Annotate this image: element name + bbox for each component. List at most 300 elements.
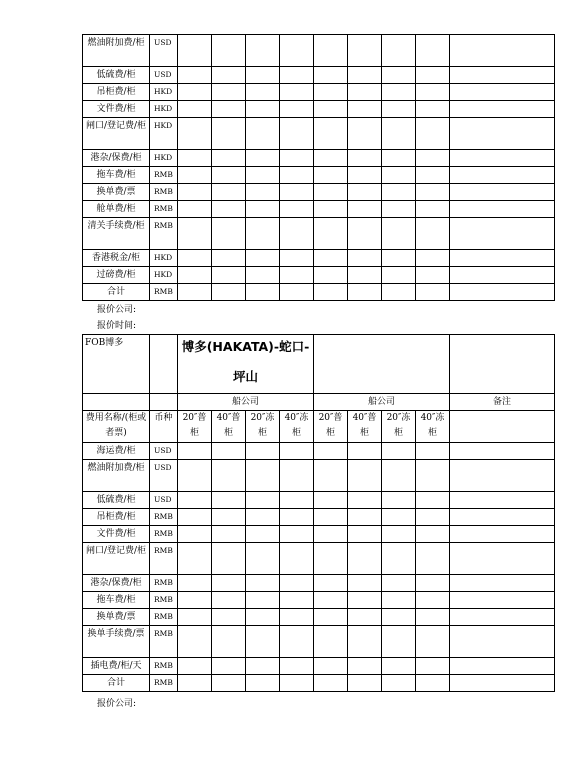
- empty-cell: [450, 335, 555, 394]
- price-cell: [246, 509, 280, 526]
- price-cell: [416, 118, 450, 150]
- price-cell: [178, 592, 212, 609]
- table-row: [83, 201, 555, 218]
- price-cell: [280, 609, 314, 626]
- price-cell: [280, 267, 314, 284]
- price-cell: [348, 150, 382, 167]
- price-cell: [212, 592, 246, 609]
- price-cell: [212, 609, 246, 626]
- fee-name-cell: 换单费/票: [83, 609, 150, 626]
- fee-name-cell: 文件费/柜: [83, 101, 150, 118]
- price-cell: [314, 167, 348, 184]
- remarks-cell: [450, 284, 555, 301]
- price-cell: [348, 67, 382, 84]
- currency-cell: RMB: [150, 284, 178, 301]
- price-cell: [212, 267, 246, 284]
- price-cell: [416, 67, 450, 84]
- price-cell: [348, 101, 382, 118]
- price-cell: [416, 218, 450, 250]
- price-cell: [314, 543, 348, 575]
- fee-name-cell: 吊柜费/柜: [83, 509, 150, 526]
- remarks-cell: [450, 218, 555, 250]
- price-cell: [382, 492, 416, 509]
- price-cell: [314, 526, 348, 543]
- currency-cell: RMB: [150, 167, 178, 184]
- fee-table-2: [82, 334, 555, 692]
- currency-cell: USD: [150, 460, 178, 492]
- currency-cell: RMB: [150, 592, 178, 609]
- table-row: [83, 675, 555, 692]
- fee-name-cell: 港杂/保费/柜: [83, 575, 150, 592]
- price-cell: [178, 443, 212, 460]
- fee-table-2-body: [83, 335, 555, 692]
- size-header: 40″普柜: [212, 411, 246, 443]
- remarks-cell: [450, 118, 555, 150]
- price-cell: [382, 84, 416, 101]
- currency-cell: RMB: [150, 675, 178, 692]
- price-cell: [246, 575, 280, 592]
- fee-name-cell: 闸口/登记费/柜: [83, 118, 150, 150]
- route-title: [178, 335, 314, 394]
- price-cell: [280, 575, 314, 592]
- currency-cell: HKD: [150, 250, 178, 267]
- remarks-cell: [450, 460, 555, 492]
- table-row: [83, 658, 555, 675]
- price-cell: [178, 460, 212, 492]
- price-cell: [314, 460, 348, 492]
- price-cell: [212, 526, 246, 543]
- price-cell: [246, 626, 280, 658]
- price-cell: [178, 575, 212, 592]
- remarks-cell: [450, 626, 555, 658]
- price-cell: [314, 626, 348, 658]
- fee-name-cell: 拖车费/柜: [83, 167, 150, 184]
- price-cell: [178, 526, 212, 543]
- currency-cell: RMB: [150, 609, 178, 626]
- price-cell: [178, 67, 212, 84]
- fee-name-cell: 换单费/票: [83, 184, 150, 201]
- price-cell: [348, 675, 382, 692]
- price-cell: [416, 492, 450, 509]
- price-cell: [178, 101, 212, 118]
- price-cell: [416, 609, 450, 626]
- price-cell: [246, 609, 280, 626]
- price-cell: [382, 626, 416, 658]
- price-cell: [314, 509, 348, 526]
- price-cell: [382, 575, 416, 592]
- fee-name-cell: 香港税金/柜: [83, 250, 150, 267]
- table-row: [83, 101, 555, 118]
- price-cell: [348, 492, 382, 509]
- price-cell: [212, 250, 246, 267]
- price-cell: [212, 118, 246, 150]
- currency-cell: HKD: [150, 84, 178, 101]
- price-cell: [382, 509, 416, 526]
- price-cell: [314, 675, 348, 692]
- price-cell: [382, 167, 416, 184]
- price-cell: [178, 118, 212, 150]
- price-cell: [314, 658, 348, 675]
- price-cell: [178, 167, 212, 184]
- price-cell: [246, 592, 280, 609]
- price-cell: [348, 118, 382, 150]
- table-row: [83, 460, 555, 492]
- price-cell: [212, 101, 246, 118]
- fee-table-1: [82, 34, 555, 301]
- fee-name-cell: 燃油附加费/柜: [83, 35, 150, 67]
- price-cell: [416, 167, 450, 184]
- price-cell: [280, 460, 314, 492]
- price-cell: [246, 526, 280, 543]
- table-row: [83, 167, 555, 184]
- price-cell: [178, 35, 212, 67]
- price-cell: [246, 35, 280, 67]
- price-cell: [178, 150, 212, 167]
- price-cell: [314, 250, 348, 267]
- fee-name-cell: 过磅费/柜: [83, 267, 150, 284]
- empty-cell: [450, 411, 555, 443]
- fee-name-cell: 海运费/柜: [83, 443, 150, 460]
- price-cell: [280, 675, 314, 692]
- price-cell: [416, 675, 450, 692]
- price-cell: [212, 675, 246, 692]
- price-cell: [314, 118, 348, 150]
- price-cell: [382, 543, 416, 575]
- carrier-2: 船公司: [314, 394, 450, 411]
- size-header: 40″冻柜: [416, 411, 450, 443]
- price-cell: [416, 509, 450, 526]
- price-cell: [178, 492, 212, 509]
- price-cell: [314, 443, 348, 460]
- price-cell: [348, 460, 382, 492]
- price-cell: [178, 184, 212, 201]
- table-row: [83, 526, 555, 543]
- size-header: 40″普柜: [348, 411, 382, 443]
- price-cell: [246, 150, 280, 167]
- price-cell: [212, 492, 246, 509]
- currency-cell: RMB: [150, 658, 178, 675]
- price-cell: [348, 592, 382, 609]
- price-cell: [246, 267, 280, 284]
- table-row: [83, 592, 555, 609]
- price-cell: [348, 35, 382, 67]
- price-cell: [348, 284, 382, 301]
- price-cell: [246, 460, 280, 492]
- price-cell: [178, 609, 212, 626]
- price-cell: [348, 543, 382, 575]
- currency-cell: USD: [150, 492, 178, 509]
- currency-cell: RMB: [150, 184, 178, 201]
- remarks-cell: [450, 592, 555, 609]
- price-cell: [382, 675, 416, 692]
- currency-cell: RMB: [150, 201, 178, 218]
- price-cell: [178, 267, 212, 284]
- price-cell: [382, 267, 416, 284]
- price-cell: [178, 284, 212, 301]
- price-cell: [246, 492, 280, 509]
- price-cell: [212, 67, 246, 84]
- price-cell: [246, 250, 280, 267]
- price-cell: [246, 118, 280, 150]
- table-row: [83, 443, 555, 460]
- remarks-cell: [450, 150, 555, 167]
- price-cell: [382, 67, 416, 84]
- price-cell: [280, 658, 314, 675]
- price-cell: [246, 67, 280, 84]
- table-row: [83, 118, 555, 150]
- price-cell: [246, 543, 280, 575]
- table-row: [83, 575, 555, 592]
- remarks-cell: [450, 67, 555, 84]
- remarks-cell: [450, 492, 555, 509]
- remarks-cell: [450, 101, 555, 118]
- remarks-cell: [450, 543, 555, 575]
- remarks-cell: [450, 609, 555, 626]
- price-cell: [212, 284, 246, 301]
- price-cell: [416, 150, 450, 167]
- fee-name-cell: 港杂/保费/柜: [83, 150, 150, 167]
- price-cell: [178, 218, 212, 250]
- empty-cell: [83, 394, 150, 411]
- fee-name-cell: 清关手续费/柜: [83, 218, 150, 250]
- price-cell: [348, 526, 382, 543]
- empty-cell: [150, 394, 178, 411]
- currency-cell: RMB: [150, 218, 178, 250]
- fob-cell: FOB博多: [83, 335, 150, 394]
- currency-cell: USD: [150, 35, 178, 67]
- price-cell: [348, 218, 382, 250]
- fee-name-cell: 闸口/登记费/柜: [83, 543, 150, 575]
- size-header: 20″普柜: [178, 411, 212, 443]
- table-title-row: [83, 335, 555, 394]
- price-cell: [416, 658, 450, 675]
- table-row: [83, 35, 555, 67]
- remarks-cell: [450, 35, 555, 67]
- price-cell: [416, 526, 450, 543]
- currency-cell: HKD: [150, 118, 178, 150]
- currency-cell: HKD: [150, 101, 178, 118]
- price-cell: [382, 35, 416, 67]
- price-cell: [212, 35, 246, 67]
- price-cell: [382, 150, 416, 167]
- fee-name-cell: 合计: [83, 675, 150, 692]
- currency-cell: HKD: [150, 267, 178, 284]
- remarks-cell: [450, 575, 555, 592]
- price-cell: [382, 250, 416, 267]
- price-cell: [246, 675, 280, 692]
- price-cell: [382, 218, 416, 250]
- price-cell: [416, 626, 450, 658]
- price-cell: [212, 184, 246, 201]
- price-cell: [280, 626, 314, 658]
- remarks-cell: [450, 184, 555, 201]
- price-cell: [246, 284, 280, 301]
- price-cell: [178, 250, 212, 267]
- currency-cell: RMB: [150, 543, 178, 575]
- price-cell: [314, 609, 348, 626]
- price-cell: [212, 575, 246, 592]
- price-cell: [416, 101, 450, 118]
- price-cell: [348, 201, 382, 218]
- price-cell: [212, 84, 246, 101]
- price-cell: [348, 609, 382, 626]
- price-cell: [348, 626, 382, 658]
- fee-name-cell: 拖车费/柜: [83, 592, 150, 609]
- remarks-cell: [450, 267, 555, 284]
- price-cell: [348, 184, 382, 201]
- price-cell: [280, 509, 314, 526]
- price-cell: [280, 543, 314, 575]
- price-cell: [314, 201, 348, 218]
- fee-name-cell: 吊柜费/柜: [83, 84, 150, 101]
- empty-cell: [314, 335, 450, 394]
- currency-cell: RMB: [150, 626, 178, 658]
- remarks-header: 备注: [450, 394, 555, 411]
- price-cell: [382, 284, 416, 301]
- price-cell: [246, 658, 280, 675]
- price-cell: [416, 543, 450, 575]
- price-cell: [314, 67, 348, 84]
- price-cell: [212, 460, 246, 492]
- price-cell: [382, 658, 416, 675]
- price-cell: [212, 150, 246, 167]
- price-cell: [416, 460, 450, 492]
- price-cell: [382, 201, 416, 218]
- table-row: [83, 150, 555, 167]
- remarks-cell: [450, 250, 555, 267]
- remarks-cell: [450, 201, 555, 218]
- price-cell: [280, 67, 314, 84]
- price-cell: [348, 267, 382, 284]
- fee-name-cell: 低硫费/柜: [83, 492, 150, 509]
- price-cell: [348, 575, 382, 592]
- table-row: [83, 626, 555, 658]
- price-cell: [314, 267, 348, 284]
- remarks-cell: [450, 509, 555, 526]
- table-row: [83, 609, 555, 626]
- price-cell: [382, 526, 416, 543]
- price-cell: [212, 443, 246, 460]
- fee-name-cell: 合计: [83, 284, 150, 301]
- price-cell: [416, 284, 450, 301]
- price-cell: [280, 150, 314, 167]
- price-cell: [178, 543, 212, 575]
- price-cell: [348, 443, 382, 460]
- price-cell: [246, 184, 280, 201]
- carrier-row: [83, 394, 555, 411]
- remarks-cell: [450, 675, 555, 692]
- price-cell: [178, 84, 212, 101]
- currency-cell: USD: [150, 67, 178, 84]
- price-cell: [348, 167, 382, 184]
- carrier-1: 船公司: [178, 394, 314, 411]
- table-row: [83, 284, 555, 301]
- fee-name-cell: 低硫费/柜: [83, 67, 150, 84]
- price-cell: [280, 167, 314, 184]
- price-cell: [314, 592, 348, 609]
- price-cell: [246, 101, 280, 118]
- price-cell: [280, 443, 314, 460]
- fee-name-header: 费用名称/(柜或者票): [83, 411, 150, 443]
- price-cell: [246, 167, 280, 184]
- price-cell: [178, 658, 212, 675]
- currency-cell: RMB: [150, 509, 178, 526]
- price-cell: [280, 250, 314, 267]
- table-row: [83, 250, 555, 267]
- price-cell: [246, 443, 280, 460]
- size-header-row: [83, 411, 555, 443]
- price-cell: [416, 443, 450, 460]
- size-header: 20″普柜: [314, 411, 348, 443]
- quote-time-label: 报价时间:: [97, 321, 137, 331]
- price-cell: [314, 84, 348, 101]
- price-cell: [212, 167, 246, 184]
- table-row: [83, 543, 555, 575]
- fee-table-1-body: [83, 35, 555, 301]
- price-cell: [280, 101, 314, 118]
- price-cell: [314, 284, 348, 301]
- fee-name-cell: 燃油附加费/柜: [83, 460, 150, 492]
- price-cell: [382, 460, 416, 492]
- price-cell: [416, 575, 450, 592]
- remarks-cell: [450, 526, 555, 543]
- price-cell: [280, 592, 314, 609]
- price-cell: [416, 201, 450, 218]
- currency-cell: RMB: [150, 575, 178, 592]
- table-row: [83, 84, 555, 101]
- fee-name-cell: 换单手续费/票: [83, 626, 150, 658]
- price-cell: [178, 675, 212, 692]
- currency-cell: HKD: [150, 150, 178, 167]
- fee-name-cell: 文件费/柜: [83, 526, 150, 543]
- price-cell: [348, 84, 382, 101]
- price-cell: [246, 201, 280, 218]
- price-cell: [416, 35, 450, 67]
- price-cell: [314, 35, 348, 67]
- table-row: [83, 184, 555, 201]
- price-cell: [280, 218, 314, 250]
- price-cell: [178, 201, 212, 218]
- price-cell: [348, 250, 382, 267]
- size-header: 20″冻柜: [382, 411, 416, 443]
- price-cell: [382, 118, 416, 150]
- price-cell: [314, 150, 348, 167]
- price-cell: [178, 626, 212, 658]
- price-cell: [246, 84, 280, 101]
- size-header: 40″冻柜: [280, 411, 314, 443]
- price-cell: [280, 492, 314, 509]
- price-cell: [314, 575, 348, 592]
- price-cell: [416, 184, 450, 201]
- price-cell: [416, 84, 450, 101]
- price-cell: [212, 543, 246, 575]
- route-title-line2: 坪山: [232, 369, 258, 384]
- quote-company-label-2: 报价公司:: [97, 699, 137, 709]
- price-cell: [382, 101, 416, 118]
- currency-header: 币种: [150, 411, 178, 443]
- price-cell: [212, 509, 246, 526]
- fee-name-cell: 插电费/柜/天: [83, 658, 150, 675]
- price-cell: [416, 267, 450, 284]
- price-cell: [314, 184, 348, 201]
- quote-company-label: 报价公司:: [97, 305, 137, 315]
- price-cell: [212, 201, 246, 218]
- remarks-cell: [450, 167, 555, 184]
- fee-name-cell: 舱单费/柜: [83, 201, 150, 218]
- empty-cell: [150, 335, 178, 394]
- price-cell: [212, 658, 246, 675]
- price-cell: [382, 609, 416, 626]
